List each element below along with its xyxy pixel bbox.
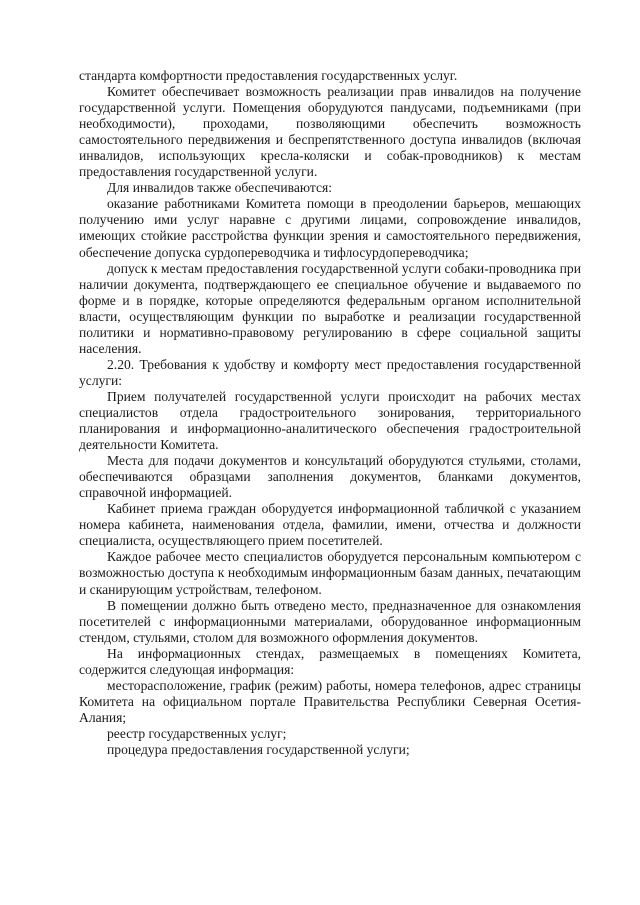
paragraph-8: Места для подачи документов и консультаций оборудуются стульями, столами, обеспечиваются образцами заполнения документов, бланками документов, справочной информацией. — [79, 453, 581, 501]
paragraph-4: оказание работниками Комитета помощи в преодолении барьеров, мешающих получению ими услуг наравне с другими лицами, сопровождение инвалидов, имеющих стойкие расстройства функции зрения и самостоятельного передвижения, обеспечение допуска сурдопереводчика и тифлосурдопереводчика; — [79, 196, 581, 260]
paragraph-9: Кабинет приема граждан оборудуется информационной табличкой с указанием номера кабинета, наименования отдела, фамилии, имени, отчества и должности специалиста, осуществляющего прием посетителей. — [79, 501, 581, 549]
paragraph-5: допуск к местам предоставления государственной услуги собаки-проводника при наличии документа, подтверждающего ее специальное обучение и выдаваемого по форме и в порядке, которые определяются федеральным органом исполнительной власти, осуществляющим функции по выработке и реализации государственной политики и нормативно-правовому регулированию в сфере социальной защиты населения. — [79, 260, 581, 356]
paragraph-15: процедура предоставления государственной услуги; — [107, 741, 410, 757]
paragraph-2: Комитет обеспечивает возможность реализации прав инвалидов на получение государственной услуги. Помещения оборудуются пандусами, подъемниками (при необходимости), проходами, позволяющими обеспечить возможность самостоятельного передвижения и беспрепятственного доступа инвалидов (включая инвалидов, использующих кресла-коляски и собак-проводников) к местам предоставления государственной услуги. — [79, 84, 581, 180]
paragraph-1: стандарта комфортности предоставления государственных услуг. — [79, 68, 458, 83]
paragraph-3: Для инвалидов также обеспечиваются: — [107, 180, 333, 196]
paragraph-13: месторасположение, график (режим) работы, номера телефонов, адрес страницы Комитета на официальном портале Правительства Республики Северная Осетия-Алания; — [79, 677, 581, 725]
paragraph-10: Каждое рабочее место специалистов оборудуется персональным компьютером с возможностью доступа к необходимым информационным базам данных, печатающим и сканирующим устройствам, телефоном. — [79, 549, 581, 597]
paragraph-12: На информационных стендах, размещаемых в помещениях Комитета, содержится следующая информация: — [79, 645, 581, 677]
paragraph-6: 2.20. Требования к удобству и комфорту мест предоставления государственной услуги: — [79, 356, 581, 388]
paragraph-11: В помещении должно быть отведено место, предназначенное для ознакомления посетителей с информационными материалами, оборудованное информационным стендом, стульями, столом для возможного оформления документов. — [79, 597, 581, 645]
document-page — [79, 68, 581, 758]
paragraph-7: Прием получателей государственной услуги происходит на рабочих местах специалистов отдела градостроительного зонирования, территориального планирования и информационно-аналитического обеспечения градостроительной деятельности Комитета. — [79, 388, 581, 453]
paragraph-14: реестр государственных услуг; — [107, 725, 287, 741]
